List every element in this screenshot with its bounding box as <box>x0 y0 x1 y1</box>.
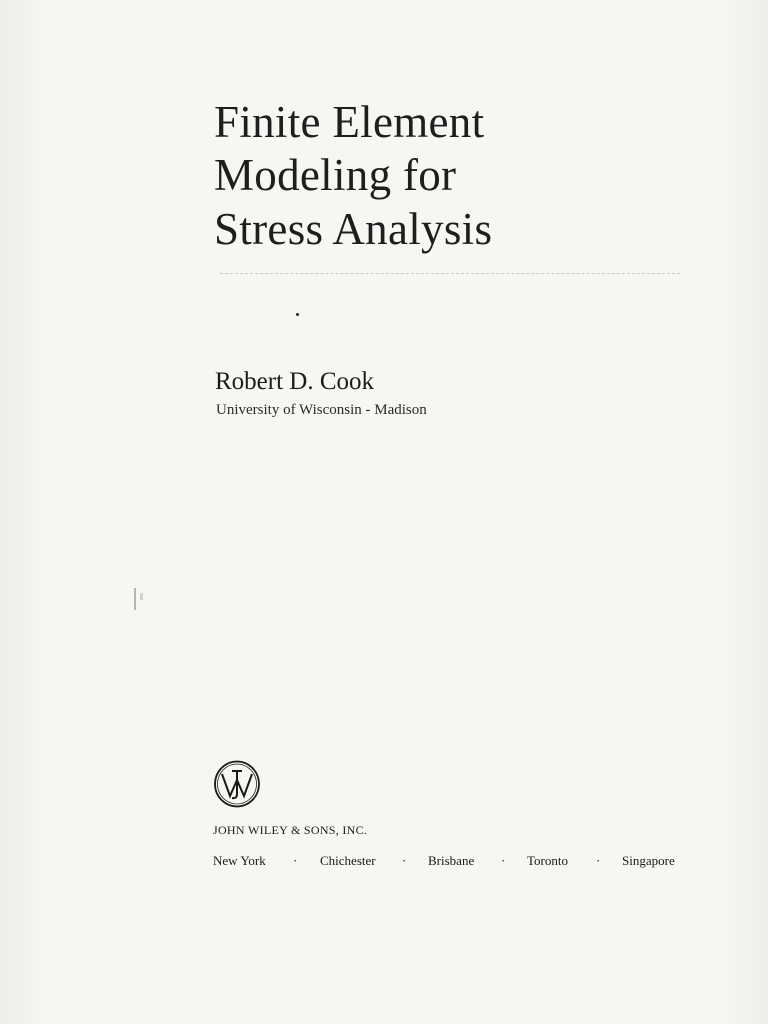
scan-edge-mark <box>140 593 143 600</box>
publisher-city: New York <box>213 853 266 868</box>
city-separator: · <box>596 853 601 868</box>
book-title-line-3: Stress Analysis <box>214 204 493 254</box>
wiley-logo-icon <box>213 760 261 808</box>
city-separator: · <box>501 853 506 868</box>
publisher-city: Chichester <box>320 853 376 868</box>
author-affiliation: University of Wisconsin - Madison <box>216 402 427 418</box>
publisher-name: JOHN WILEY & SONS, INC. <box>213 823 368 837</box>
scan-edge-mark <box>134 588 136 610</box>
publisher-city: Toronto <box>527 853 568 868</box>
city-separator: · <box>402 853 407 868</box>
book-title-line-1: Finite Element <box>214 97 485 147</box>
print-speck <box>296 313 299 316</box>
book-title-line-2: Modeling for <box>214 150 457 200</box>
publisher-city: Brisbane <box>428 853 475 868</box>
title-divider <box>220 273 680 274</box>
publisher-city: Singapore <box>622 853 675 868</box>
city-separator: · <box>293 853 298 868</box>
author-name: Robert D. Cook <box>215 368 375 395</box>
